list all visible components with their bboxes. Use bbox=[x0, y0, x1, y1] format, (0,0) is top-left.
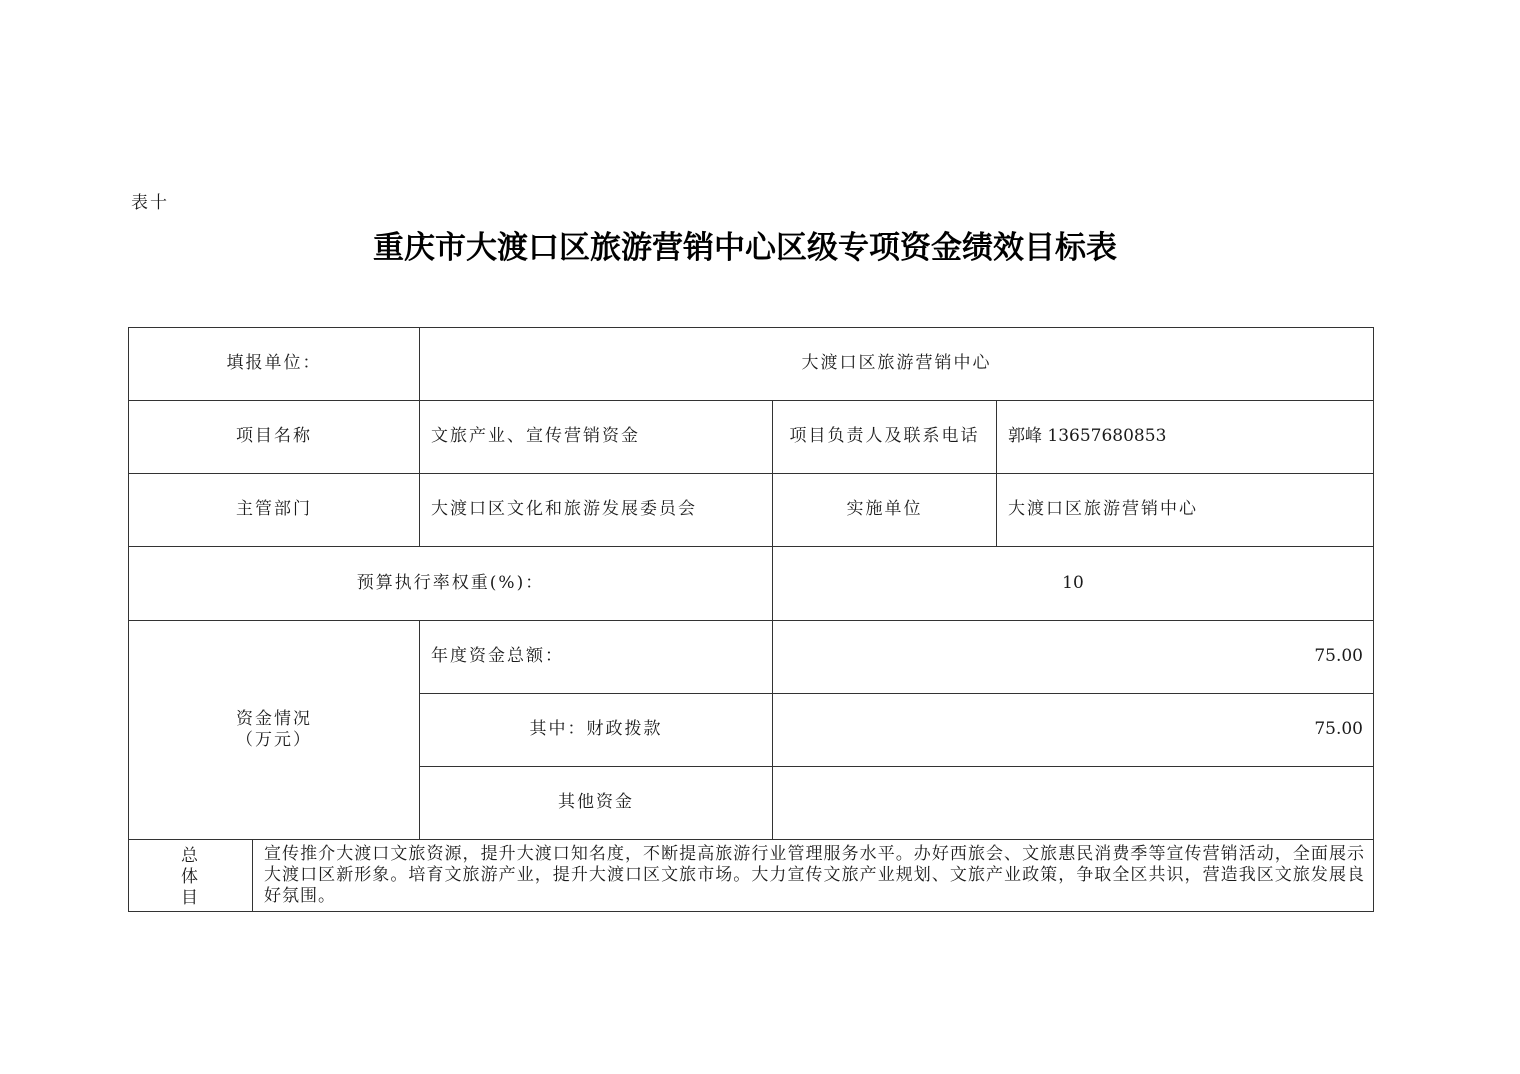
contact-label: 项目负责人及联系电话 bbox=[772, 400, 997, 474]
goal-label-char-3: 目 bbox=[181, 888, 200, 908]
project-name-value: 文旅产业、宣传营销资金 bbox=[419, 400, 773, 474]
unit-label: 填报单位： bbox=[128, 327, 420, 401]
table-number: 表十 bbox=[131, 193, 169, 213]
funds-label bbox=[128, 620, 420, 840]
other-funds-label: 其他资金 bbox=[419, 766, 773, 840]
annual-total-value: 75.00 bbox=[772, 620, 1374, 694]
funds-label-line1: 资金情况 bbox=[236, 708, 312, 729]
fiscal-label: 其中：财政拨款 bbox=[419, 693, 773, 767]
other-funds-value bbox=[772, 766, 1374, 840]
funds-label-line2: （万元） bbox=[236, 730, 312, 750]
overall-goal-text: 宣传推介大渡口文旅资源，提升大渡口知名度，不断提高旅游行业管理服务水平。办好西旅会、文旅惠民消费季等宣传营销活动，全面展示大渡口区新形象。培育文旅游产业，提升大渡口区文旅市场。大力宣传文旅产业规划、文旅产业政策，争取全区共识，营造我区文旅发展良好氛围。 bbox=[252, 839, 1374, 912]
contact-value: 郭峰 13657680853 bbox=[996, 400, 1374, 474]
impl-label: 实施单位 bbox=[772, 473, 997, 547]
budget-weight-value: 10 bbox=[772, 546, 1374, 621]
fiscal-value: 75.00 bbox=[772, 693, 1374, 767]
unit-value: 大渡口区旅游营销中心 bbox=[419, 327, 1374, 401]
dept-label: 主管部门 bbox=[128, 473, 420, 547]
annual-total-label: 年度资金总额： bbox=[419, 620, 773, 694]
document-title: 重庆市大渡口区旅游营销中心区级专项资金绩效目标表 bbox=[373, 230, 1117, 266]
goal-label-char-1: 总 bbox=[181, 846, 200, 866]
goal-label-char-2: 体 bbox=[181, 867, 200, 887]
budget-weight-label: 预算执行率权重(%)： bbox=[128, 546, 773, 621]
dept-value: 大渡口区文化和旅游发展委员会 bbox=[419, 473, 773, 547]
project-name-label: 项目名称 bbox=[128, 400, 420, 474]
overall-goal-label bbox=[128, 839, 253, 912]
impl-value: 大渡口区旅游营销中心 bbox=[996, 473, 1374, 547]
